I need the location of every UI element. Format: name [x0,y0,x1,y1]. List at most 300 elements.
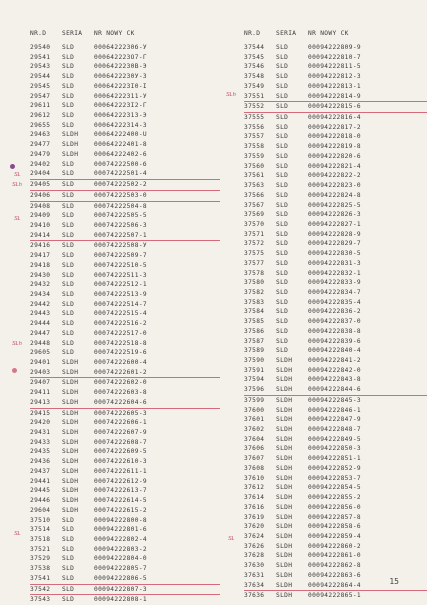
table-row [30,290,220,300]
table-row [244,62,427,72]
cell-nr: 37586 [244,327,265,335]
table-row [30,545,220,555]
header-seria: SERIA [276,30,297,37]
cell-seria: SLDH [62,398,79,406]
cell-seria: SLDH [276,406,293,414]
cell-nr: 37634 [244,581,265,589]
cell-nowy: 00074222514-7 [94,300,147,308]
cell-seria: SLD [276,347,289,355]
cell-nr: 37560 [244,162,265,170]
cell-nr: 37616 [244,503,265,511]
cell-nr: 37607 [244,455,265,463]
cell-seria: SLD [276,240,289,248]
header-nr: NR.D [30,30,47,37]
cell-seria: SLD [62,300,75,308]
cell-nr: 29446 [30,497,51,505]
cell-nowy: 00094222847-9 [308,416,361,424]
cell-seria: SLD [276,327,289,335]
cell-nr: 37636 [244,592,265,600]
table-row [244,542,427,552]
table-row [30,378,220,388]
table-row [30,368,220,379]
table-row [244,375,427,385]
cell-nowy: 00074222614-5 [94,497,147,505]
cell-seria: SLDH [276,455,293,463]
table-row [244,298,427,308]
table-row [30,241,220,251]
cell-nowy: 00074222610-3 [94,458,147,466]
cell-seria: SLD [276,220,289,228]
cell-nr: 37601 [244,416,265,424]
cell-nowy: 000642223О7-Г [94,53,147,61]
cell-seria: SLD [62,242,75,250]
cell-seria: SLD [276,143,289,151]
cell-seria: SLD [62,290,75,298]
right-rows [244,43,427,601]
cell-seria: SLDH [62,359,79,366]
cell-seria: SLD [62,102,75,110]
table-row [244,201,427,211]
cell-nowy: 00094222830-5 [308,250,361,258]
cell-nowy: 00074222506-3 [94,221,147,229]
cell-nr: 29420 [30,419,51,427]
table-row [30,280,220,290]
cell-nowy: 00074222603-8 [94,389,147,397]
table-row [244,474,427,484]
table-row [244,259,427,269]
cell-nr: 29545 [30,82,51,90]
table-row [30,574,220,585]
left-column [30,28,220,605]
table-row [244,171,427,181]
cell-seria: SLD [276,337,289,345]
table-row [244,513,427,523]
margin-note: SL [14,531,21,537]
cell-nr: 37521 [30,545,51,553]
right-column-header [244,28,427,40]
table-row [244,132,427,142]
cell-nowy: 00094222856-0 [308,503,361,511]
cell-seria: SLD [276,123,289,131]
cell-nr: 37631 [244,571,265,579]
cell-seria: SLD [62,516,75,524]
cell-nowy: 00094222863-6 [308,571,361,579]
cell-seria: SLDH [62,419,79,427]
cell-seria: SLDH [276,552,293,560]
cell-nowy: 00094222857-8 [308,513,361,521]
cell-nowy: 00094222824-8 [308,191,361,199]
table-row [30,438,220,448]
cell-nowy: 00074222615-2 [94,506,147,514]
cell-seria: SLD [62,212,75,220]
table-row [30,271,220,281]
cell-seria: SLDH [62,487,79,495]
cell-nowy: 00094222820-6 [308,152,361,160]
table-row [30,358,220,368]
cell-nowy: 00094222813-1 [308,82,361,90]
cell-nr: 29404 [30,170,51,178]
cell-nowy: 00094222816-4 [308,114,361,122]
cell-nowy: 00094222825-5 [308,201,361,209]
cell-nr: 37612 [244,484,265,492]
cell-seria: SLD [62,585,75,593]
table-row [244,385,427,396]
cell-nowy: 00074222508-У [94,242,147,250]
cell-nowy: 00074222606-1 [94,419,147,427]
table-row [30,477,220,487]
cell-nr: 37599 [244,396,265,404]
cell-nowy: 00094222841-2 [308,357,361,364]
cell-nowy: 00094222800-8 [94,516,147,524]
table-row [30,130,220,140]
cell-nowy: 00094222831-3 [308,259,361,267]
cell-seria: SLDH [62,389,79,397]
table-row [30,525,220,535]
cell-seria: SLDH [276,562,293,570]
cell-nowy: 00094222823-0 [308,182,361,190]
cell-nr: 37614 [244,494,265,502]
cell-seria: SLDH [62,497,79,505]
cell-seria: SLD [276,259,289,267]
cell-seria: SLDH [62,448,79,456]
cell-nr: 37590 [244,357,265,364]
cell-nr: 37538 [30,565,51,573]
cell-seria: SLD [62,121,75,129]
cell-nr: 37589 [244,347,265,355]
cell-seria: SLD [62,63,75,71]
table-row [244,493,427,503]
table-row [244,503,427,513]
ink-dot [12,368,17,373]
table-row [244,406,427,416]
cell-nowy: 0006422230В-Э [94,63,147,71]
cell-nr: 37542 [30,585,51,593]
cell-nowy: 00074222613-7 [94,487,147,495]
cell-nr: 29442 [30,300,51,308]
cell-nowy: 00094222808-1 [94,596,147,604]
cell-nowy: 00074222517-0 [94,329,147,337]
cell-nr: 37630 [244,562,265,570]
table-row [30,428,220,438]
cell-nr: 37546 [244,63,265,71]
cell-seria: SLDH [62,379,79,387]
table-row [30,211,220,221]
cell-seria: SLDH [276,523,293,531]
margin-note: SLh [12,182,22,188]
cell-nowy: 00094222819-8 [308,143,361,151]
cell-seria: SLD [62,191,75,199]
cell-nr: 37602 [244,426,265,434]
cell-seria: SLD [62,160,75,168]
cell-nr: 29434 [30,290,51,298]
cell-nowy: 00094222834-7 [308,288,361,296]
table-row [244,346,427,356]
cell-nowy: 00064222314-3 [94,121,147,129]
table-row [30,447,220,457]
cell-nowy: 00094222846-1 [308,406,361,414]
cell-nr: 37585 [244,318,265,326]
cell-seria: SLDH [62,458,79,466]
table-row [30,554,220,564]
cell-nr: 37566 [244,191,265,199]
cell-seria: SLD [276,73,289,81]
cell-nr: 29448 [30,339,51,347]
cell-seria: SLD [62,44,75,51]
table-row [244,415,427,425]
header-nowy: NR NOWY CK [308,30,349,37]
table-row [244,92,427,103]
cell-nr: 29416 [30,242,51,250]
cell-nowy: 00094222859-4 [308,532,361,540]
cell-nr: 29612 [30,112,51,120]
cell-seria: SLD [62,202,75,210]
cell-nowy: 00074222501-4 [94,170,147,178]
table-row [30,564,220,574]
cell-seria: SLD [62,281,75,289]
margin-note: SL [228,536,235,542]
cell-nr: 37551 [244,92,265,100]
cell-seria: SLDH [276,503,293,511]
cell-seria: SLDH [276,542,293,550]
cell-nr: 37518 [30,535,51,543]
cell-seria: SLD [62,181,75,189]
cell-seria: SLDH [276,426,293,434]
cell-seria: SLD [276,103,289,111]
cell-nowy: 00064222311-У [94,92,147,100]
cell-seria: SLD [276,162,289,170]
table-row [244,249,427,259]
cell-seria: SLD [62,565,75,573]
cell-nr: 37575 [244,250,265,258]
cell-seria: SLD [62,73,75,81]
table-row [30,486,220,496]
table-row [244,113,427,123]
table-row [30,535,220,545]
cell-nowy: 00094222812-3 [308,73,361,81]
cell-nowy: 00094222829-7 [308,240,361,248]
cell-seria: SLD [276,288,289,296]
cell-nowy: 00074222518-8 [94,339,147,347]
cell-seria: SLD [276,318,289,326]
cell-seria: SLD [62,329,75,337]
cell-nr: 29443 [30,310,51,318]
cell-nr: 37594 [244,376,265,384]
table-row [244,53,427,63]
cell-seria: SLD [276,172,289,180]
cell-nr: 29433 [30,438,51,446]
table-row [30,82,220,92]
cell-nowy: 00094222821-4 [308,162,361,170]
cell-nowy: 00074222600-4 [94,359,147,366]
cell-nr: 37514 [30,526,51,534]
cell-nowy: 00094222827-1 [308,220,361,228]
cell-seria: SLDH [276,484,293,492]
table-row [30,140,220,150]
cell-seria: SLD [62,526,75,534]
cell-nowy: 00074222502-2 [94,181,147,189]
cell-nowy: 00094222814-9 [308,92,361,100]
cell-nowy: 00094222828-9 [308,230,361,238]
cell-nr: 29544 [30,73,51,81]
cell-nr: 37563 [244,182,265,190]
cell-seria: SLDH [276,474,293,482]
cell-nr: 29604 [30,506,51,514]
table-row [244,317,427,327]
cell-nowy: 00094222848-7 [308,426,361,434]
table-row [30,101,220,111]
cell-seria: SLDH [276,376,293,384]
cell-nr: 29444 [30,320,51,328]
cell-nr: 29401 [30,359,51,366]
cell-seria: SLD [62,112,75,120]
cell-seria: SLD [62,555,75,563]
cell-seria: SLDH [276,513,293,521]
table-row [244,288,427,298]
table-row [30,329,220,339]
cell-nowy: 00094222865-1 [308,592,361,600]
cell-nr: 37548 [244,73,265,81]
table-row [30,169,220,180]
table-row [244,532,427,542]
table-row [30,53,220,63]
margin-note: SL [14,172,21,178]
table-row [244,444,427,454]
cell-seria: SLD [62,92,75,100]
cell-nr: 37561 [244,172,265,180]
cell-nowy: 00074222519-6 [94,349,147,357]
table-row [30,309,220,319]
cell-seria: SLD [62,535,75,543]
cell-nr: 29541 [30,53,51,61]
table-row [30,121,220,131]
cell-nr: 29407 [30,379,51,387]
table-row [244,522,427,532]
cell-nr: 37578 [244,269,265,277]
cell-nowy: 00094222802-4 [94,535,147,543]
table-row [30,319,220,329]
table-row [30,221,220,231]
left-rows [30,43,220,605]
cell-nowy: 00094222843-8 [308,376,361,384]
cell-nowy: 00094222842-0 [308,366,361,374]
right-column [244,28,427,601]
cell-nr: 37570 [244,220,265,228]
table-row [30,339,220,349]
cell-nr: 37628 [244,552,265,560]
cell-nr: 37610 [244,474,265,482]
cell-nowy: 00074222612-9 [94,477,147,485]
cell-seria: SLD [62,310,75,318]
cell-seria: SLD [62,82,75,90]
cell-nr: 29430 [30,271,51,279]
cell-nowy: 00074222604-6 [94,398,147,406]
table-row [244,123,427,133]
cell-seria: SLD [276,308,289,316]
cell-nr: 37624 [244,532,265,540]
table-row [30,516,220,526]
cell-nr: 37571 [244,230,265,238]
cell-nr: 37600 [244,406,265,414]
cell-nowy: 00074222609-5 [94,448,147,456]
cell-nowy: 00094222839-6 [308,337,361,345]
cell-seria: SLDH [276,592,293,600]
cell-nr: 37596 [244,386,265,394]
cell-nowy: 00094222850-3 [308,445,361,453]
cell-nr: 29605 [30,349,51,357]
table-row [244,142,427,152]
cell-nr: 29540 [30,44,51,51]
table-row [30,585,220,596]
cell-nr: 29655 [30,121,51,129]
cell-nowy: 00094222854-5 [308,484,361,492]
table-row [30,595,220,605]
margin-note: SLh [226,92,236,98]
table-row [30,467,220,477]
cell-seria: SLD [62,271,75,279]
cell-nowy: 00094222837-0 [308,318,361,326]
table-row [30,111,220,121]
cell-nowy: 00074222515-4 [94,310,147,318]
margin-note: SLh [12,341,22,347]
cell-seria: SLD [276,298,289,306]
cell-nowy: 00074222516-2 [94,320,147,328]
cell-nowy: 00074222509-7 [94,252,147,260]
cell-seria: SLDH [276,464,293,472]
cell-nr: 29403 [30,368,51,376]
cell-seria: SLD [62,349,75,357]
cell-seria: SLDH [62,506,79,514]
cell-nowy: 00094222860-2 [308,542,361,550]
cell-nr: 37556 [244,123,265,131]
page-number: 15 [389,577,399,586]
cell-nowy: 00094222861-0 [308,552,361,560]
cell-nowy: 00094222817-2 [308,123,361,131]
cell-seria: SLDH [276,366,293,374]
table-row [30,191,220,202]
table-row [244,396,427,406]
cell-nr: 29402 [30,160,51,168]
table-row [30,43,220,53]
cell-seria: SLDH [62,467,79,475]
table-row [30,72,220,82]
cell-nr: 37543 [30,596,51,604]
cell-nr: 29408 [30,202,51,210]
table-row [30,92,220,102]
cell-nowy: 00094222818-0 [308,133,361,141]
cell-nowy: 00074222611-1 [94,467,147,475]
cell-nr: 29441 [30,477,51,485]
table-row [244,454,427,464]
cell-nowy: 00074222512-1 [94,281,147,289]
table-row [244,483,427,493]
table-row [244,43,427,53]
table-row [30,180,220,191]
cell-nowy: 00094222803-2 [94,545,147,553]
cell-seria: SLDH [276,494,293,502]
cell-nowy: 00094222851-1 [308,455,361,463]
cell-seria: SLD [62,53,75,61]
cell-seria: SLD [276,230,289,238]
cell-nr: 37545 [244,53,265,61]
cell-nowy: 00074222510-5 [94,261,147,269]
table-row [30,388,220,398]
cell-nr: 29543 [30,63,51,71]
cell-nr: 29432 [30,281,51,289]
left-column-header [30,28,220,40]
cell-nowy: 00064222313-Э [94,112,147,120]
cell-nr: 37606 [244,445,265,453]
cell-nowy: 00094222822-2 [308,172,361,180]
